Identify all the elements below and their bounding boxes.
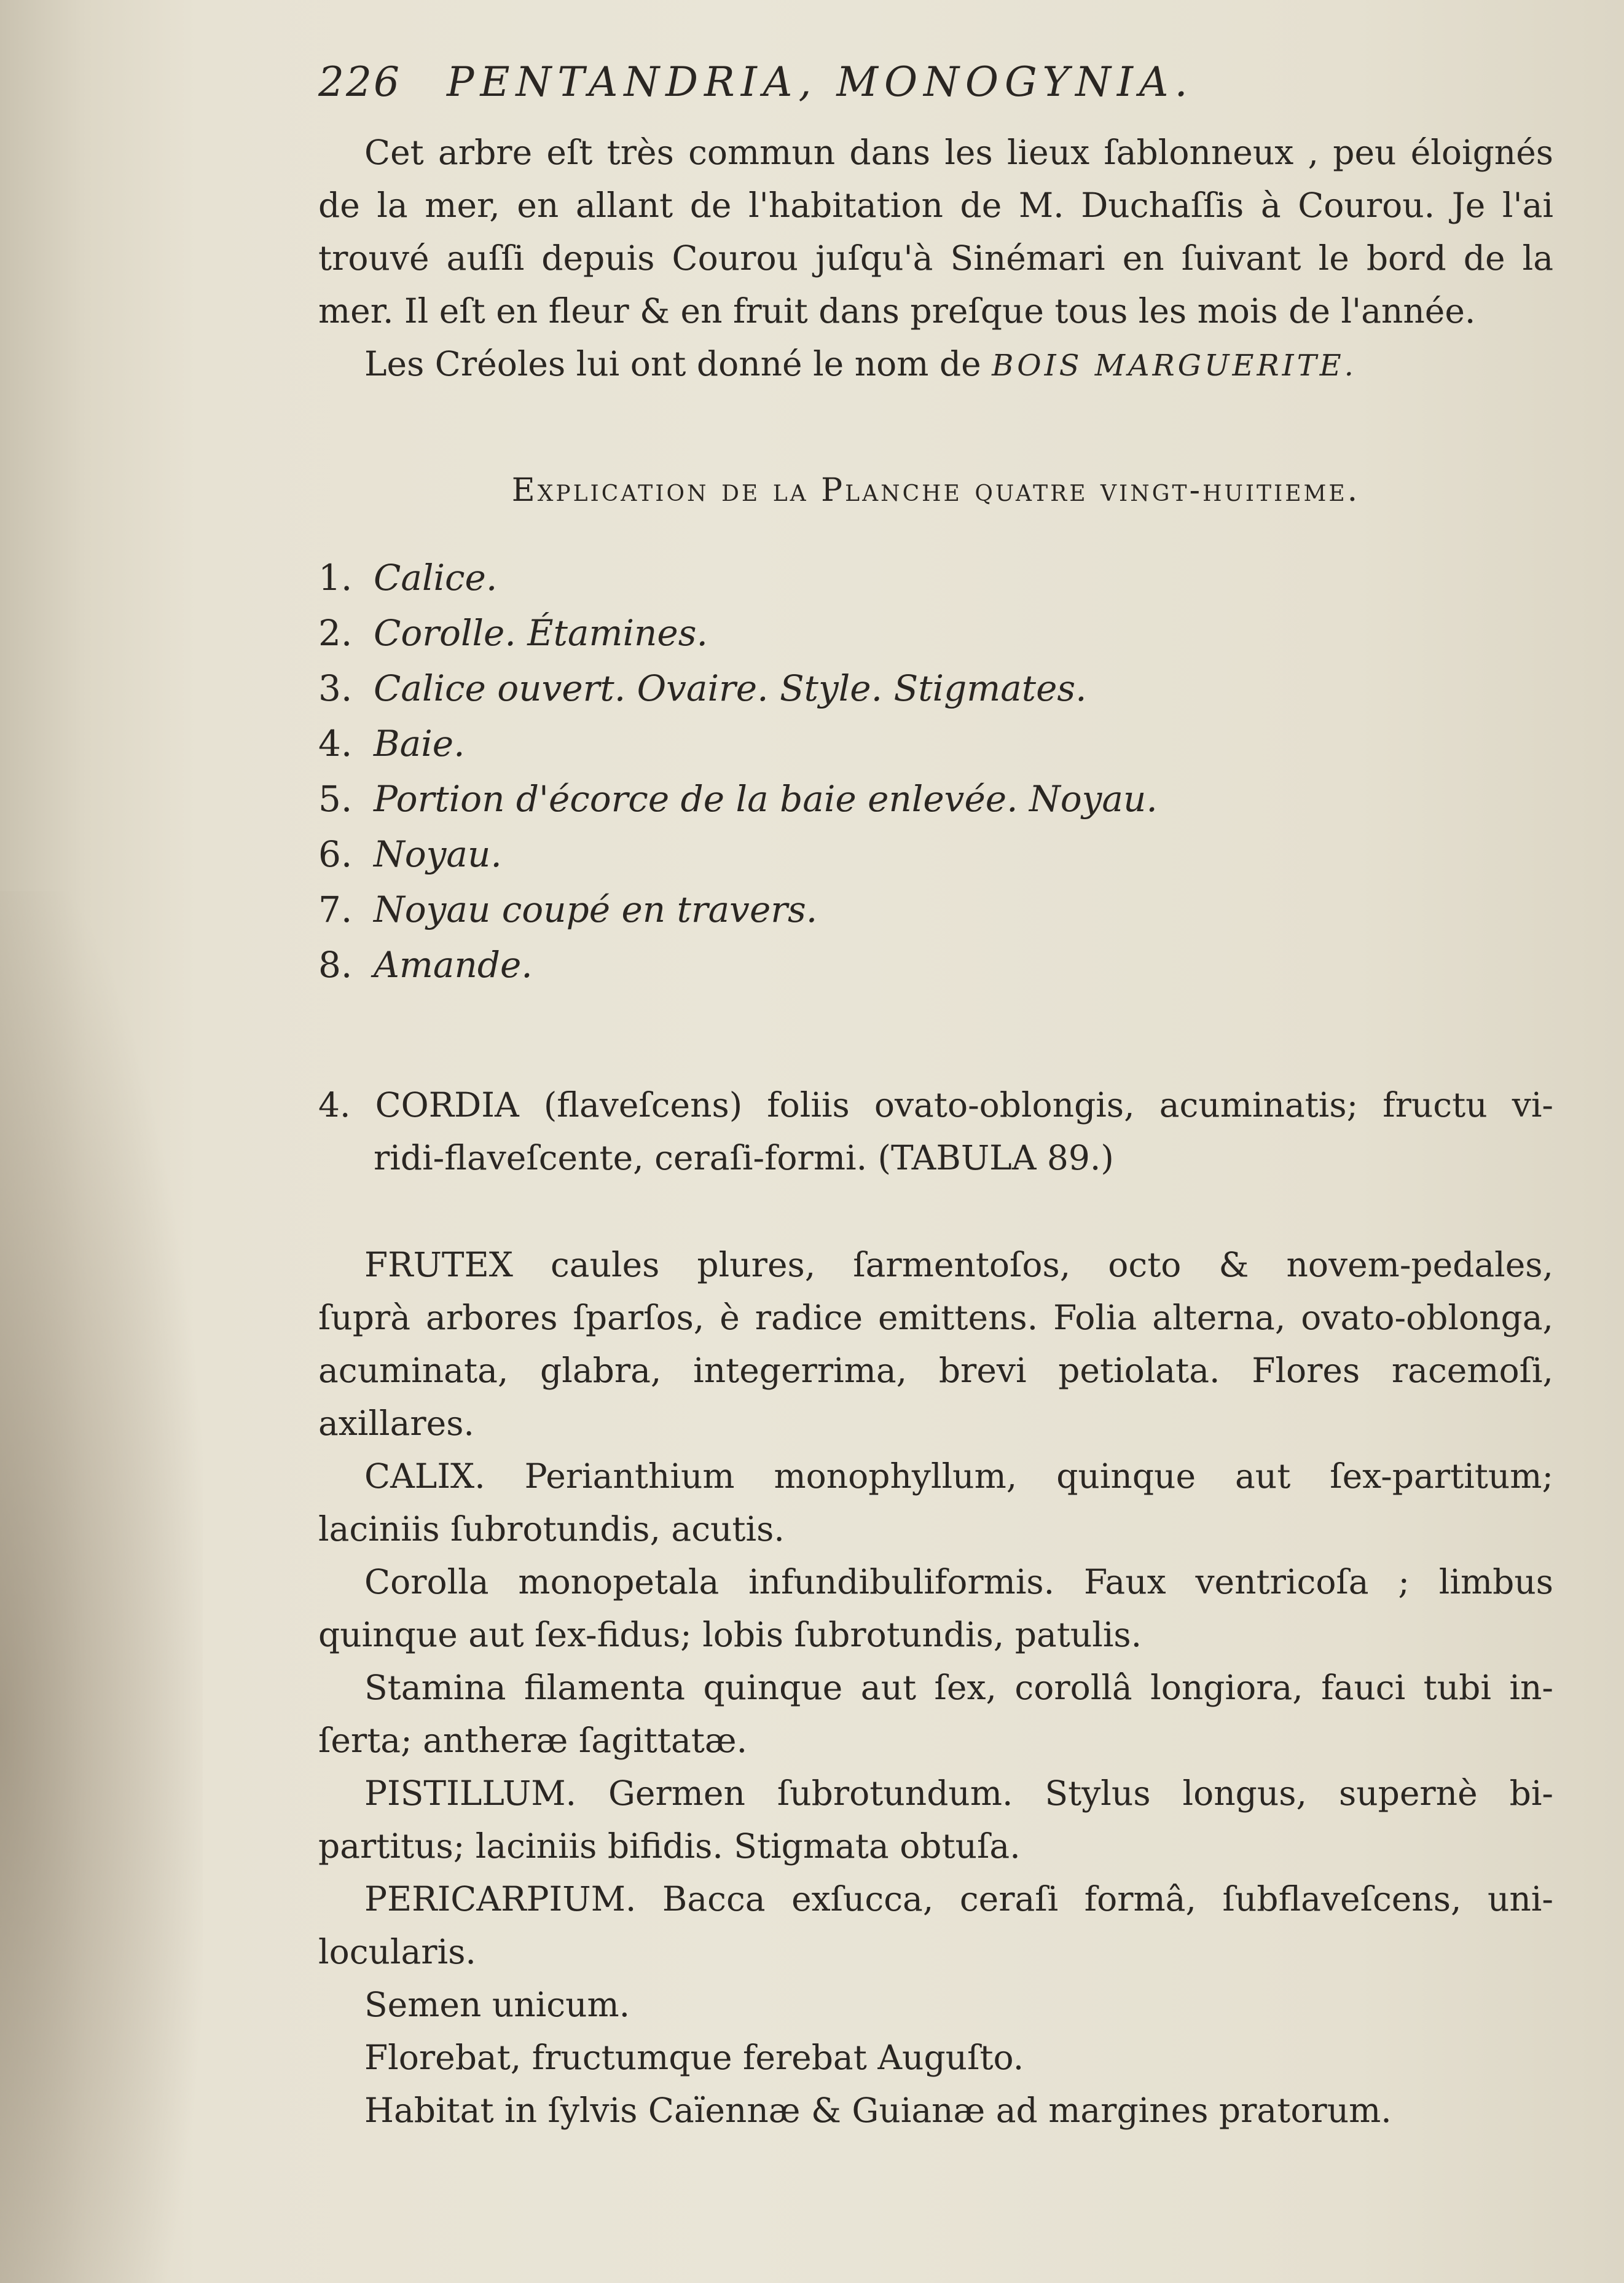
creoles-line xyxy=(318,337,1553,392)
list-number: 4. xyxy=(318,723,353,764)
list-number: 8. xyxy=(318,944,353,986)
creoles-name: BOIS MARGUERITE. xyxy=(992,348,1357,383)
list-text: Calice ouvert. Ovaire. Style. Stigmates. xyxy=(374,667,1087,709)
list-number: 7. xyxy=(318,889,353,930)
pericarpium-line: locularis. xyxy=(318,1932,476,1971)
list-number: 3. xyxy=(318,667,353,709)
frutex-line: acuminata, glabra, integerrima, brevi petiolata. Flores racemoſi, xyxy=(318,1351,1553,1390)
calix-line: laciniis ſubrotundis, acutis. xyxy=(318,1509,785,1549)
explication-heading: Explication de la Planche quatre vingt-huitieme. xyxy=(511,472,1360,509)
page-number: 226 xyxy=(318,58,401,106)
species-heading xyxy=(318,1079,1553,1184)
frutex-line: ſuprà arbores ſparſos, è radice emittens. Folia alterna, ovato-oblonga, xyxy=(318,1298,1553,1337)
species-line: 4. CORDIA (flaveſcens) foliis ovato-oblongis, acuminatis; fructu vi- xyxy=(318,1085,1553,1125)
list-text: Noyau coupé en travers. xyxy=(374,889,818,930)
list-text: Corolle. Étamines. xyxy=(374,612,708,654)
list-item xyxy=(318,771,1240,827)
latin-description xyxy=(318,1238,1553,2137)
calix-line: CALIX. Perianthium monophyllum, quinque aut ſex-partitum; xyxy=(364,1456,1553,1496)
intro-line: trouvé auſſi depuis Courou juſqu'à Sinémari en ſuivant le bord de la xyxy=(318,238,1553,278)
intro-line: mer. Il eſt en fleur & en fruit dans preſque tous les mois de l'année. xyxy=(318,291,1476,331)
list-item xyxy=(318,827,1240,882)
list-text: Amande. xyxy=(374,944,533,986)
list-item xyxy=(318,937,1240,992)
intro-paragraph xyxy=(318,126,1553,392)
creoles-text: Les Créoles lui ont donné le nom de xyxy=(364,344,981,383)
explication-list xyxy=(318,550,1240,992)
list-number: 5. xyxy=(318,778,353,820)
list-item xyxy=(318,882,1240,937)
page-gutter-shadow xyxy=(0,891,203,2283)
stamina-line: Stamina filamenta quinque aut ſex, corollâ longiora, fauci tubi in- xyxy=(364,1668,1553,1707)
intro-line: Cet arbre eſt très commun dans les lieux ſablonneux , peu éloignés xyxy=(364,133,1553,172)
list-item xyxy=(318,716,1240,771)
corolla-line: Corolla monopetala infundibuliformis. Faux ventricoſa ; limbus xyxy=(364,1562,1553,1601)
habitat-line: Habitat in ſylvis Caïennæ & Guianæ ad margines pratorum. xyxy=(364,2091,1392,2130)
list-text: Noyau. xyxy=(374,833,502,875)
running-header xyxy=(318,58,1194,106)
running-title: PENTANDRIA, MONOGYNIA. xyxy=(446,58,1194,106)
pericarpium-line: PERICARPIUM. Bacca exſucca, ceraſi formâ, ſubflaveſcens, uni- xyxy=(364,1879,1553,1919)
pistillum-line: PISTILLUM. Germen ſubrotundum. Stylus longus, supernè bi- xyxy=(364,1774,1553,1813)
stamina-line: ſerta; antheræ ſagittatæ. xyxy=(318,1721,748,1760)
frutex-line: axillares. xyxy=(318,1404,474,1443)
frutex-line: FRUTEX caules plures, ſarmentoſos, octo & novem-pedales, xyxy=(364,1245,1553,1284)
list-item xyxy=(318,605,1240,661)
semen-line: Semen unicum. xyxy=(364,1985,630,2024)
species-line: ridi-flaveſcente, ceraſi-formi. (TABULA 89.) xyxy=(374,1138,1114,1177)
list-item xyxy=(318,550,1240,605)
list-text: Baie. xyxy=(374,723,465,764)
florebat-line: Florebat, fructumque ferebat Auguſto. xyxy=(364,2038,1024,2077)
corolla-line: quinque aut ſex-fidus; lobis ſubrotundis, patulis. xyxy=(318,1615,1142,1654)
list-number: 2. xyxy=(318,612,353,654)
list-text: Calice. xyxy=(374,557,498,599)
list-text: Portion d'écorce de la baie enlevée. Noyau. xyxy=(374,778,1158,820)
intro-line: de la mer, en allant de l'habitation de M. Duchaſſis à Courou. Je l'ai xyxy=(318,186,1553,225)
list-number: 6. xyxy=(318,833,353,875)
list-number: 1. xyxy=(318,557,353,599)
list-item xyxy=(318,661,1240,716)
pistillum-line: partitus; laciniis bifidis. Stigmata obtuſa. xyxy=(318,1826,1021,1866)
